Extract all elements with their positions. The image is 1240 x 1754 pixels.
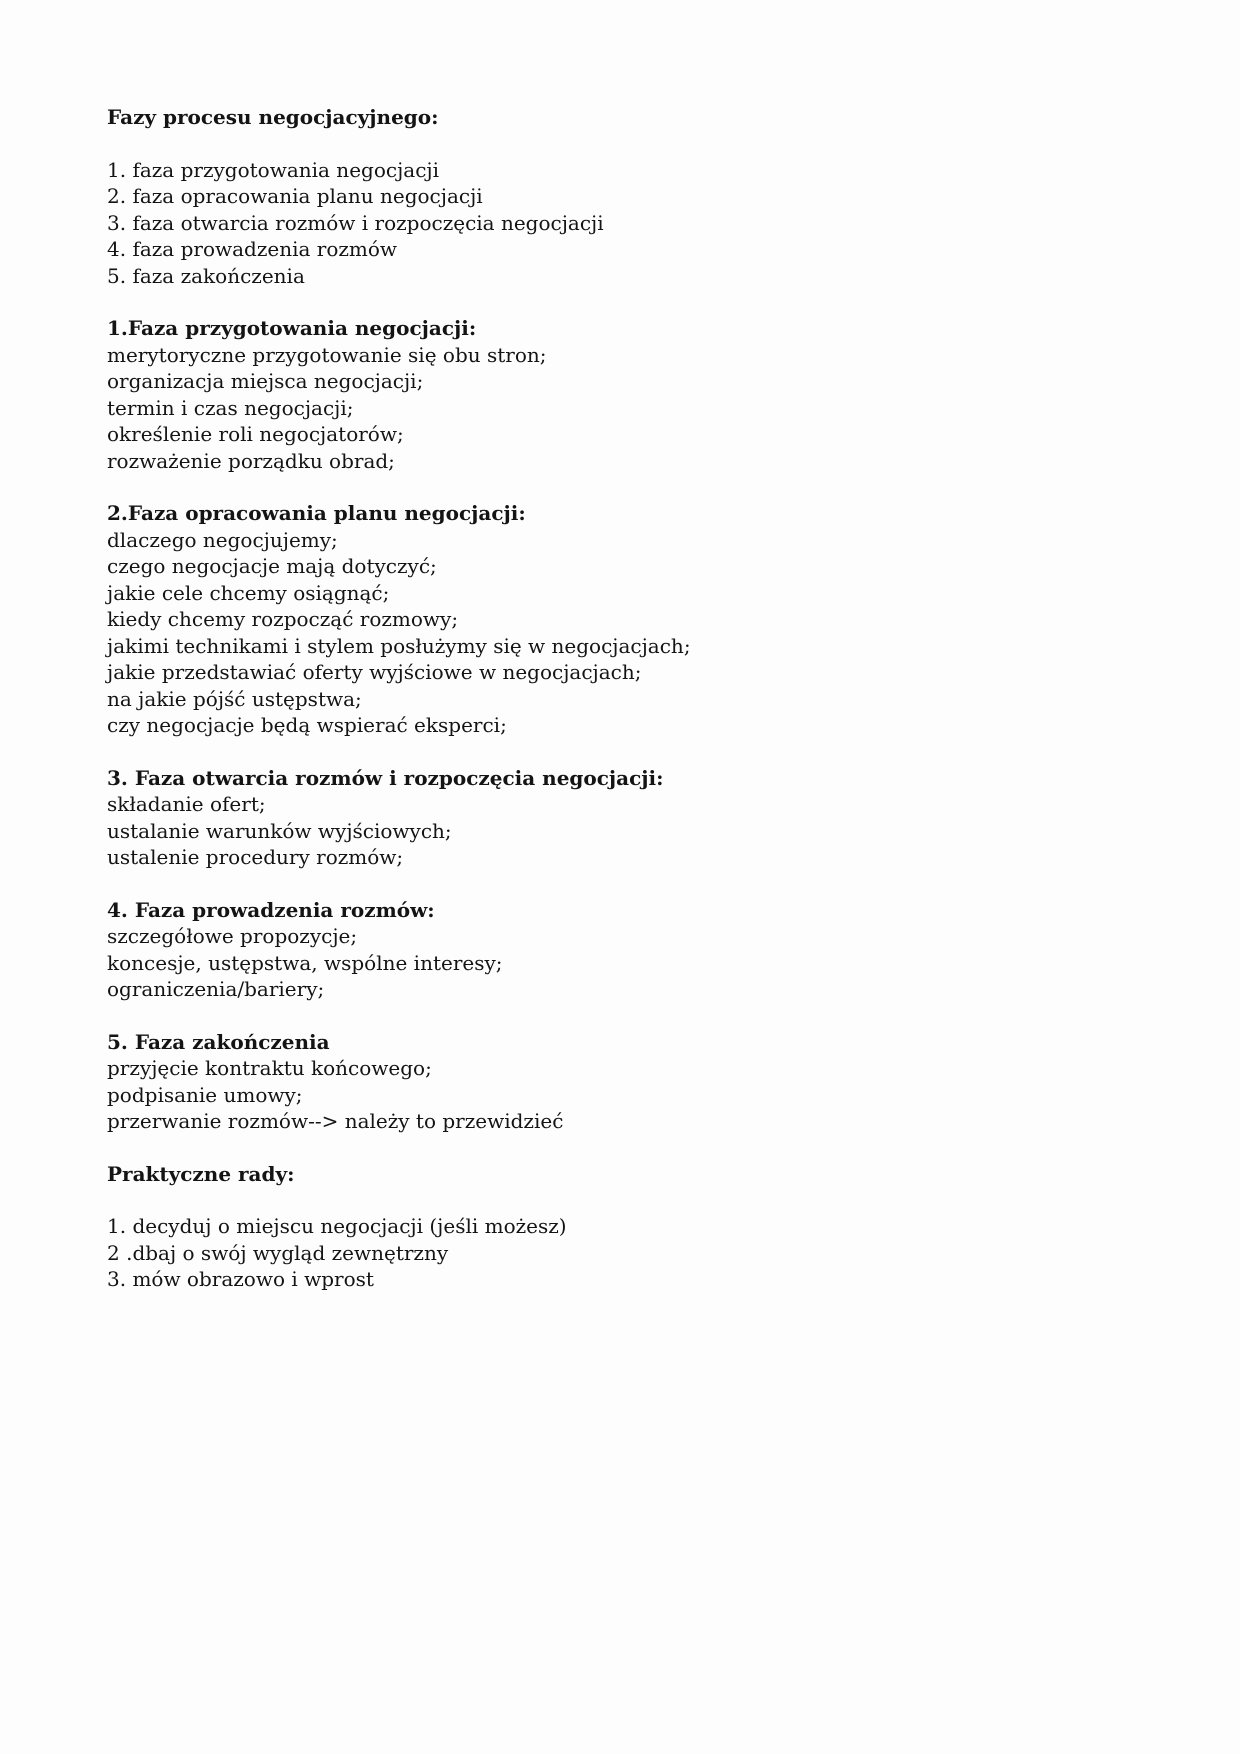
phases-list-item: 1. faza przygotowania negocjacji <box>107 157 439 182</box>
section-line: jakie cele chcemy osiągnąć; <box>107 580 390 605</box>
section-phase-1 <box>107 315 1150 474</box>
advice-list <box>107 1213 1150 1293</box>
section-line: określenie roli negocjatorów; <box>107 422 404 446</box>
section-line: czy negocjacje będą wspierać eksperci; <box>107 713 507 737</box>
section-line: ustalenie procedury rozmów; <box>107 845 404 869</box>
section-line: przyjęcie kontraktu końcowego; <box>107 1056 432 1080</box>
section-line: koncesje, ustępstwa, wspólne interesy; <box>107 950 503 975</box>
advice-list-item: 1. decyduj o miejscu negocjacji (jeśli możesz) <box>107 1214 567 1238</box>
section-phase-2 <box>107 500 1150 739</box>
section-line: podpisanie umowy; <box>107 1082 303 1107</box>
section-phase-4 <box>107 897 1150 1003</box>
section-line: szczegółowe propozycje; <box>107 924 358 948</box>
phases-list-item: 5. faza zakończenia <box>107 263 305 288</box>
section-line: organizacja miejsca negocjacji; <box>107 369 424 393</box>
section-line: rozważenie porządku obrad; <box>107 448 395 473</box>
section-line: ustalanie warunków wyjściowych; <box>107 818 452 843</box>
section-heading: 4. Faza prowadzenia rozmów: <box>107 897 435 922</box>
section-line: składanie ofert; <box>107 792 266 816</box>
section-phase-5 <box>107 1029 1150 1135</box>
section-line: jakimi technikami i stylem posłużymy się w negocjacjach; <box>107 633 691 658</box>
advice-list-item: 2 .dbaj o swój wygląd zewnętrzny <box>107 1240 449 1265</box>
section-line: na jakie pójść ustępstwa; <box>107 686 362 711</box>
document-title: Fazy procesu negocjacyjnego: <box>107 105 439 129</box>
phases-list-item: 4. faza prowadzenia rozmów <box>107 237 398 261</box>
phases-list <box>107 157 1150 290</box>
section-line: przerwanie rozmów--> należy to przewidzieć <box>107 1109 564 1133</box>
section-line: merytoryczne przygotowanie się obu stron; <box>107 342 547 367</box>
section-line: dlaczego negocjujemy; <box>107 527 338 552</box>
phases-list-item: 2. faza opracowania planu negocjacji <box>107 184 483 208</box>
section-line: ograniczenia/bariery; <box>107 977 325 1001</box>
advice-heading: Praktyczne rady: <box>107 1161 295 1186</box>
section-line: jakie przedstawiać oferty wyjściowe w negocjacjach; <box>107 660 642 684</box>
section-heading: 1.Faza przygotowania negocjacji: <box>107 316 477 340</box>
section-phase-3 <box>107 765 1150 871</box>
section-line: czego negocjacje mają dotyczyć; <box>107 554 437 578</box>
phases-list-item: 3. faza otwarcia rozmów i rozpoczęcia negocjacji <box>107 210 604 235</box>
section-heading: 3. Faza otwarcia rozmów i rozpoczęcia negocjacji: <box>107 765 664 790</box>
section-line: kiedy chcemy rozpocząć rozmowy; <box>107 607 459 631</box>
section-heading: 2.Faza opracowania planu negocjacji: <box>107 501 526 525</box>
section-line: termin i czas negocjacji; <box>107 395 354 420</box>
section-heading: 5. Faza zakończenia <box>107 1029 330 1054</box>
advice-list-item: 3. mów obrazowo i wprost <box>107 1267 374 1291</box>
advice-heading-block <box>107 1161 1150 1188</box>
